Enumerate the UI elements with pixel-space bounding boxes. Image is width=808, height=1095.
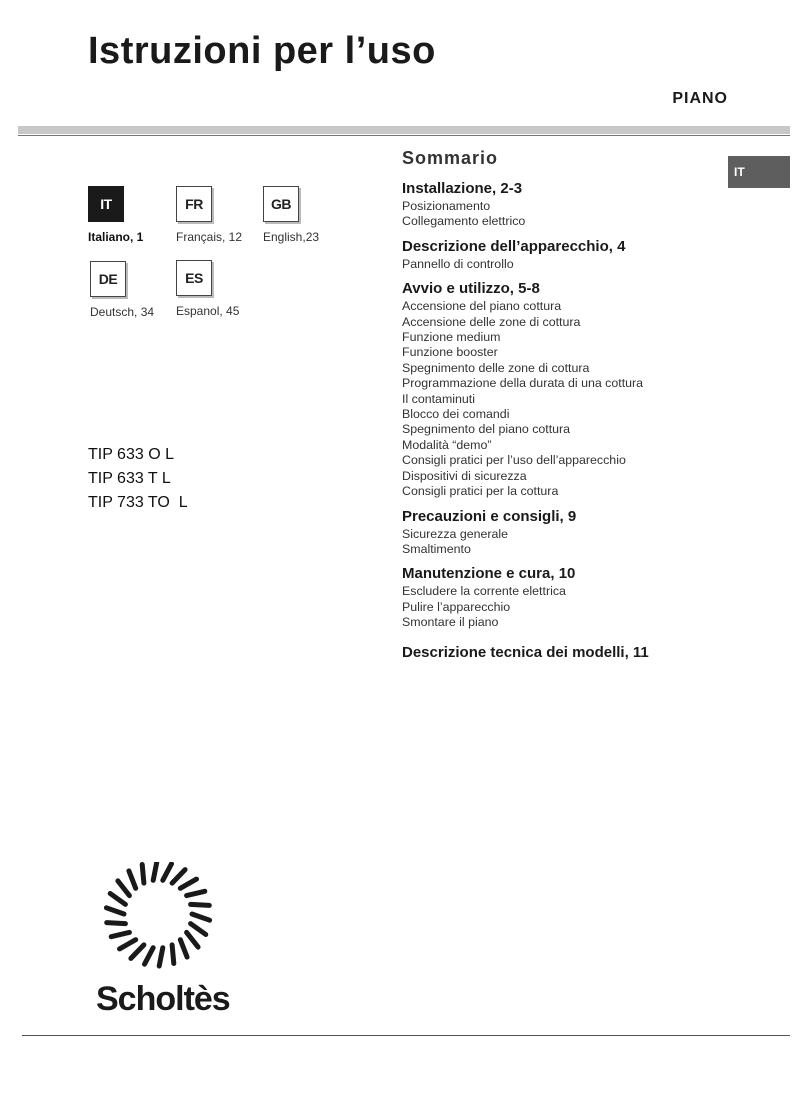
sun-ray (191, 904, 210, 905)
toc-item[interactable]: Funzione booster (402, 345, 498, 360)
toc-section-manutenzione (402, 564, 722, 630)
sun-ray (131, 945, 144, 959)
product-category: PIANO (672, 90, 728, 107)
toc-item[interactable]: Sicurezza generale (402, 526, 509, 541)
toc-section-title[interactable]: Descrizione dell’apparecchio, 4 (402, 237, 626, 255)
language-label: Français, 12 (176, 230, 243, 244)
sun-ray (129, 871, 136, 888)
toc-item[interactable]: Smaltimento (402, 541, 471, 556)
sun-ray (180, 940, 187, 957)
model-name: TIP 633 T L (88, 470, 171, 487)
toc-section-title[interactable]: Avvio e utilizzo, 5-8 (402, 280, 540, 298)
language-code-box[interactable]: FR (176, 186, 212, 222)
sun-ray (163, 864, 172, 881)
toc-section-title[interactable]: Descrizione tecnica dei modelli, 11 (402, 643, 649, 661)
sun-ray (110, 894, 125, 905)
sun-ray (118, 881, 129, 896)
toc-item[interactable]: Il contaminuti (402, 391, 476, 406)
sun-ray (159, 948, 163, 966)
toc-section-installazione (402, 179, 722, 230)
toc-item[interactable]: Consigli pratici per l’uso dell’apparecchio (402, 453, 626, 468)
sun-ray (191, 924, 206, 935)
language-label: Deutsch, 34 (90, 305, 155, 319)
toc-item[interactable]: Escludere la corrente elettrica (402, 584, 566, 599)
language-option-fr[interactable] (176, 186, 266, 244)
sun-ray (172, 945, 174, 964)
model-name: TIP 733 TO L (88, 494, 188, 511)
brand-name: Scholtès (96, 980, 230, 1018)
model-name: TIP 633 O L (88, 446, 174, 463)
toc-item[interactable]: Spegnimento delle zone di cottura (402, 360, 590, 375)
footer-divider (22, 1035, 790, 1036)
language-option-de[interactable] (90, 261, 180, 319)
toc-item[interactable]: Modalità “demo” (402, 437, 492, 452)
toc-section-avvio (402, 279, 722, 499)
header-divider-bar (18, 126, 790, 134)
language-code-box[interactable]: DE (90, 261, 126, 297)
toc-item[interactable]: Dispositivi di sicurezza (402, 468, 527, 483)
sun-ray (192, 914, 210, 920)
language-label: English,23 (263, 230, 320, 244)
toc-item[interactable]: Accensione del piano cottura (402, 299, 562, 314)
language-label: Espanol, 45 (176, 304, 240, 318)
toc-item[interactable]: Pannello di controllo (402, 256, 514, 271)
toc-item[interactable]: Consigli pratici per la cottura (402, 484, 559, 499)
language-code-box[interactable]: ES (176, 260, 212, 296)
sun-ray-icon (96, 862, 226, 972)
toc-heading: Sommario (402, 148, 499, 168)
sun-ray (106, 908, 124, 914)
language-option-es[interactable] (176, 260, 266, 318)
language-label: Italiano, 1 (88, 230, 144, 244)
language-option-gb[interactable] (263, 186, 353, 244)
language-option-it[interactable] (88, 186, 178, 244)
sun-ray (187, 891, 205, 895)
header-divider-line (18, 135, 790, 136)
toc-item[interactable]: Smontare il piano (402, 615, 499, 630)
sun-ray (153, 862, 157, 880)
sun-ray (145, 948, 154, 965)
toc-item[interactable]: Programmazione della durata di una cottura (402, 376, 644, 391)
sun-ray (142, 865, 144, 884)
model-list (88, 443, 188, 515)
table-of-contents (402, 148, 722, 670)
sun-ray (172, 870, 185, 884)
sun-ray (180, 879, 196, 888)
page-title: Istruzioni per l’uso (88, 30, 436, 72)
language-code-box[interactable]: IT (88, 186, 124, 222)
toc-item[interactable]: Posizionamento (402, 199, 491, 213)
sun-ray (111, 932, 129, 936)
sun-ray (107, 923, 126, 924)
toc-item[interactable]: Collegamento elettrico (402, 214, 526, 229)
toc-section-title[interactable]: Manutenzione e cura, 10 (402, 565, 576, 583)
toc-section-precauzioni (402, 507, 722, 558)
toc-item[interactable]: Pulire l’apparecchio (402, 599, 511, 614)
brand-logo (96, 862, 236, 1019)
sun-ray (120, 940, 136, 949)
toc-item[interactable]: Accensione delle zone di cottura (402, 314, 581, 329)
toc-section-title[interactable]: Installazione, 2-3 (402, 180, 523, 197)
language-tab-it[interactable]: IT (728, 156, 790, 188)
toc-section-title[interactable]: Precauzioni e consigli, 9 (402, 507, 577, 525)
language-code-box[interactable]: GB (263, 186, 299, 222)
toc-section-descrizione (402, 237, 722, 272)
sun-ray (187, 932, 199, 947)
toc-item[interactable]: Funzione medium (402, 330, 501, 345)
toc-section-tecnica (402, 643, 722, 663)
toc-item[interactable]: Blocco dei comandi (402, 407, 510, 422)
toc-item[interactable]: Spegnimento del piano cottura (402, 422, 571, 437)
